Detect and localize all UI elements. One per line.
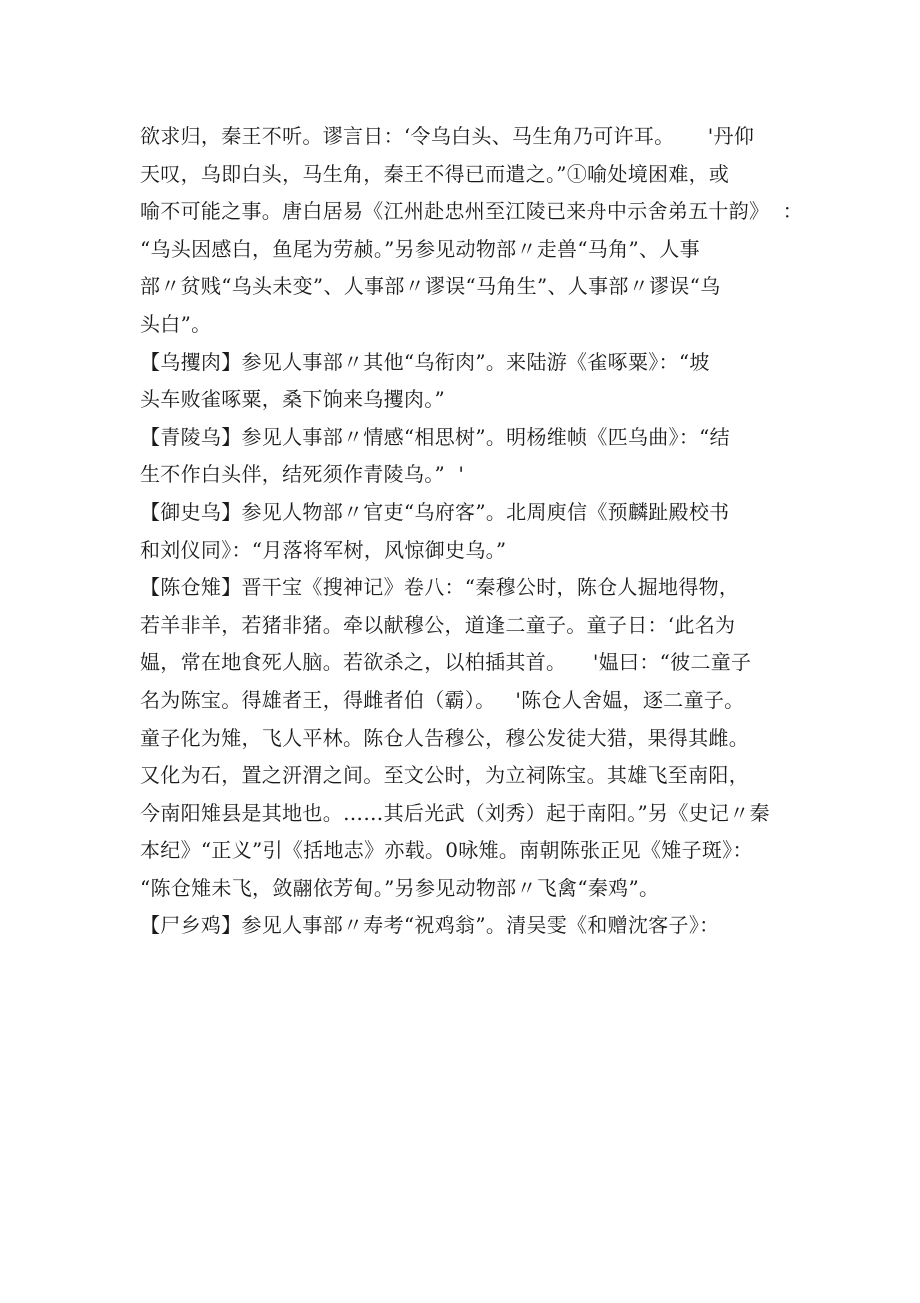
text-line: “陈仓雉未飞，敛翮依芳甸。”另参见动物部〃飞禽“秦鸡”。 — [140, 875, 660, 900]
text-line: 生不作白头伴，结死须作青陵乌。” ' — [140, 462, 465, 487]
text-line: 又化为石，置之汧渭之间。至文公时，为立祠陈宝。其雄飞至南阳， — [140, 763, 749, 788]
text-line: 头车败雀啄粟，桑下饷来乌攫肉。” — [140, 387, 446, 412]
text-line: 媪，常在地食死人脑。若欲杀之，以柏插其首。 '媪曰：“彼二童子 — [140, 650, 752, 675]
text-line: 天叹，乌即白头，马生角，秦王不得已而遣之。”①喻处境困难，或 — [140, 161, 730, 186]
document-page — [140, 118, 803, 945]
text-line: 和刘仪同》：“月落将军树，风惊御史乌。” — [140, 537, 507, 562]
entry-heading-line: 【青陵乌】参见人事部〃情感“相思树”。明杨维帧《匹乌曲》：“结 — [140, 424, 730, 449]
text-line: 喻不可能之事。唐白居易《江州赴忠州至江陵已来舟中示舍弟五十韵》 ： — [140, 199, 803, 224]
text-line: 头白”。 — [140, 311, 212, 336]
entry-heading-line: 【陈仓雉】晋干宝《搜神记》卷八：“秦穆公时，陈仓人掘地得物， — [140, 575, 740, 600]
text-line: 本纪》“正义”引《括地志》亦载。0咏雉。南朝陈张正见《雉子斑》： — [140, 838, 753, 863]
text-line: 今南阳雉县是其地也。……其后光武（刘秀）起于南阳。”另《史记〃秦 — [140, 800, 770, 825]
entry-heading-line: 【御史乌】参见人物部〃官吏“乌府客”。北周庾信《预麟趾殿校书 — [140, 499, 730, 524]
text-line: 童子化为雉，飞人平林。陈仓人告穆公，穆公发徒大猎，果得其雌。 — [140, 725, 749, 750]
entry-heading-line: 【尸乡鸡】参见人事部〃寿考“祝鸡翁”。清吴雯《和赠沈客子》： — [140, 913, 720, 938]
text-line: 部〃贫贱“乌头未变”、人事部〃谬误“马角生”、人事部〃谬误“乌 — [140, 274, 721, 299]
text-line: 名为陈宝。得雄者王，得雌者伯（霸）。 '陈仓人舍媪，逐二童子。 — [140, 687, 745, 712]
text-line: “乌头因感白，鱼尾为劳赪。”另参见动物部〃走兽“马角”、人事 — [140, 236, 700, 261]
entry-heading-line: 【乌攫肉】参见人事部〃其他“乌衔肉”。来陆游《雀啄粟》：“坡 — [140, 349, 710, 374]
text-line: 若羊非羊，若猪非猪。牵以献穆公，道逢二童子。童子日：‘此名为 — [140, 612, 736, 637]
text-line: 欲求归，秦王不听。谬言日：‘令乌白头、马生角乃可许耳。 '丹仰 — [140, 124, 755, 148]
